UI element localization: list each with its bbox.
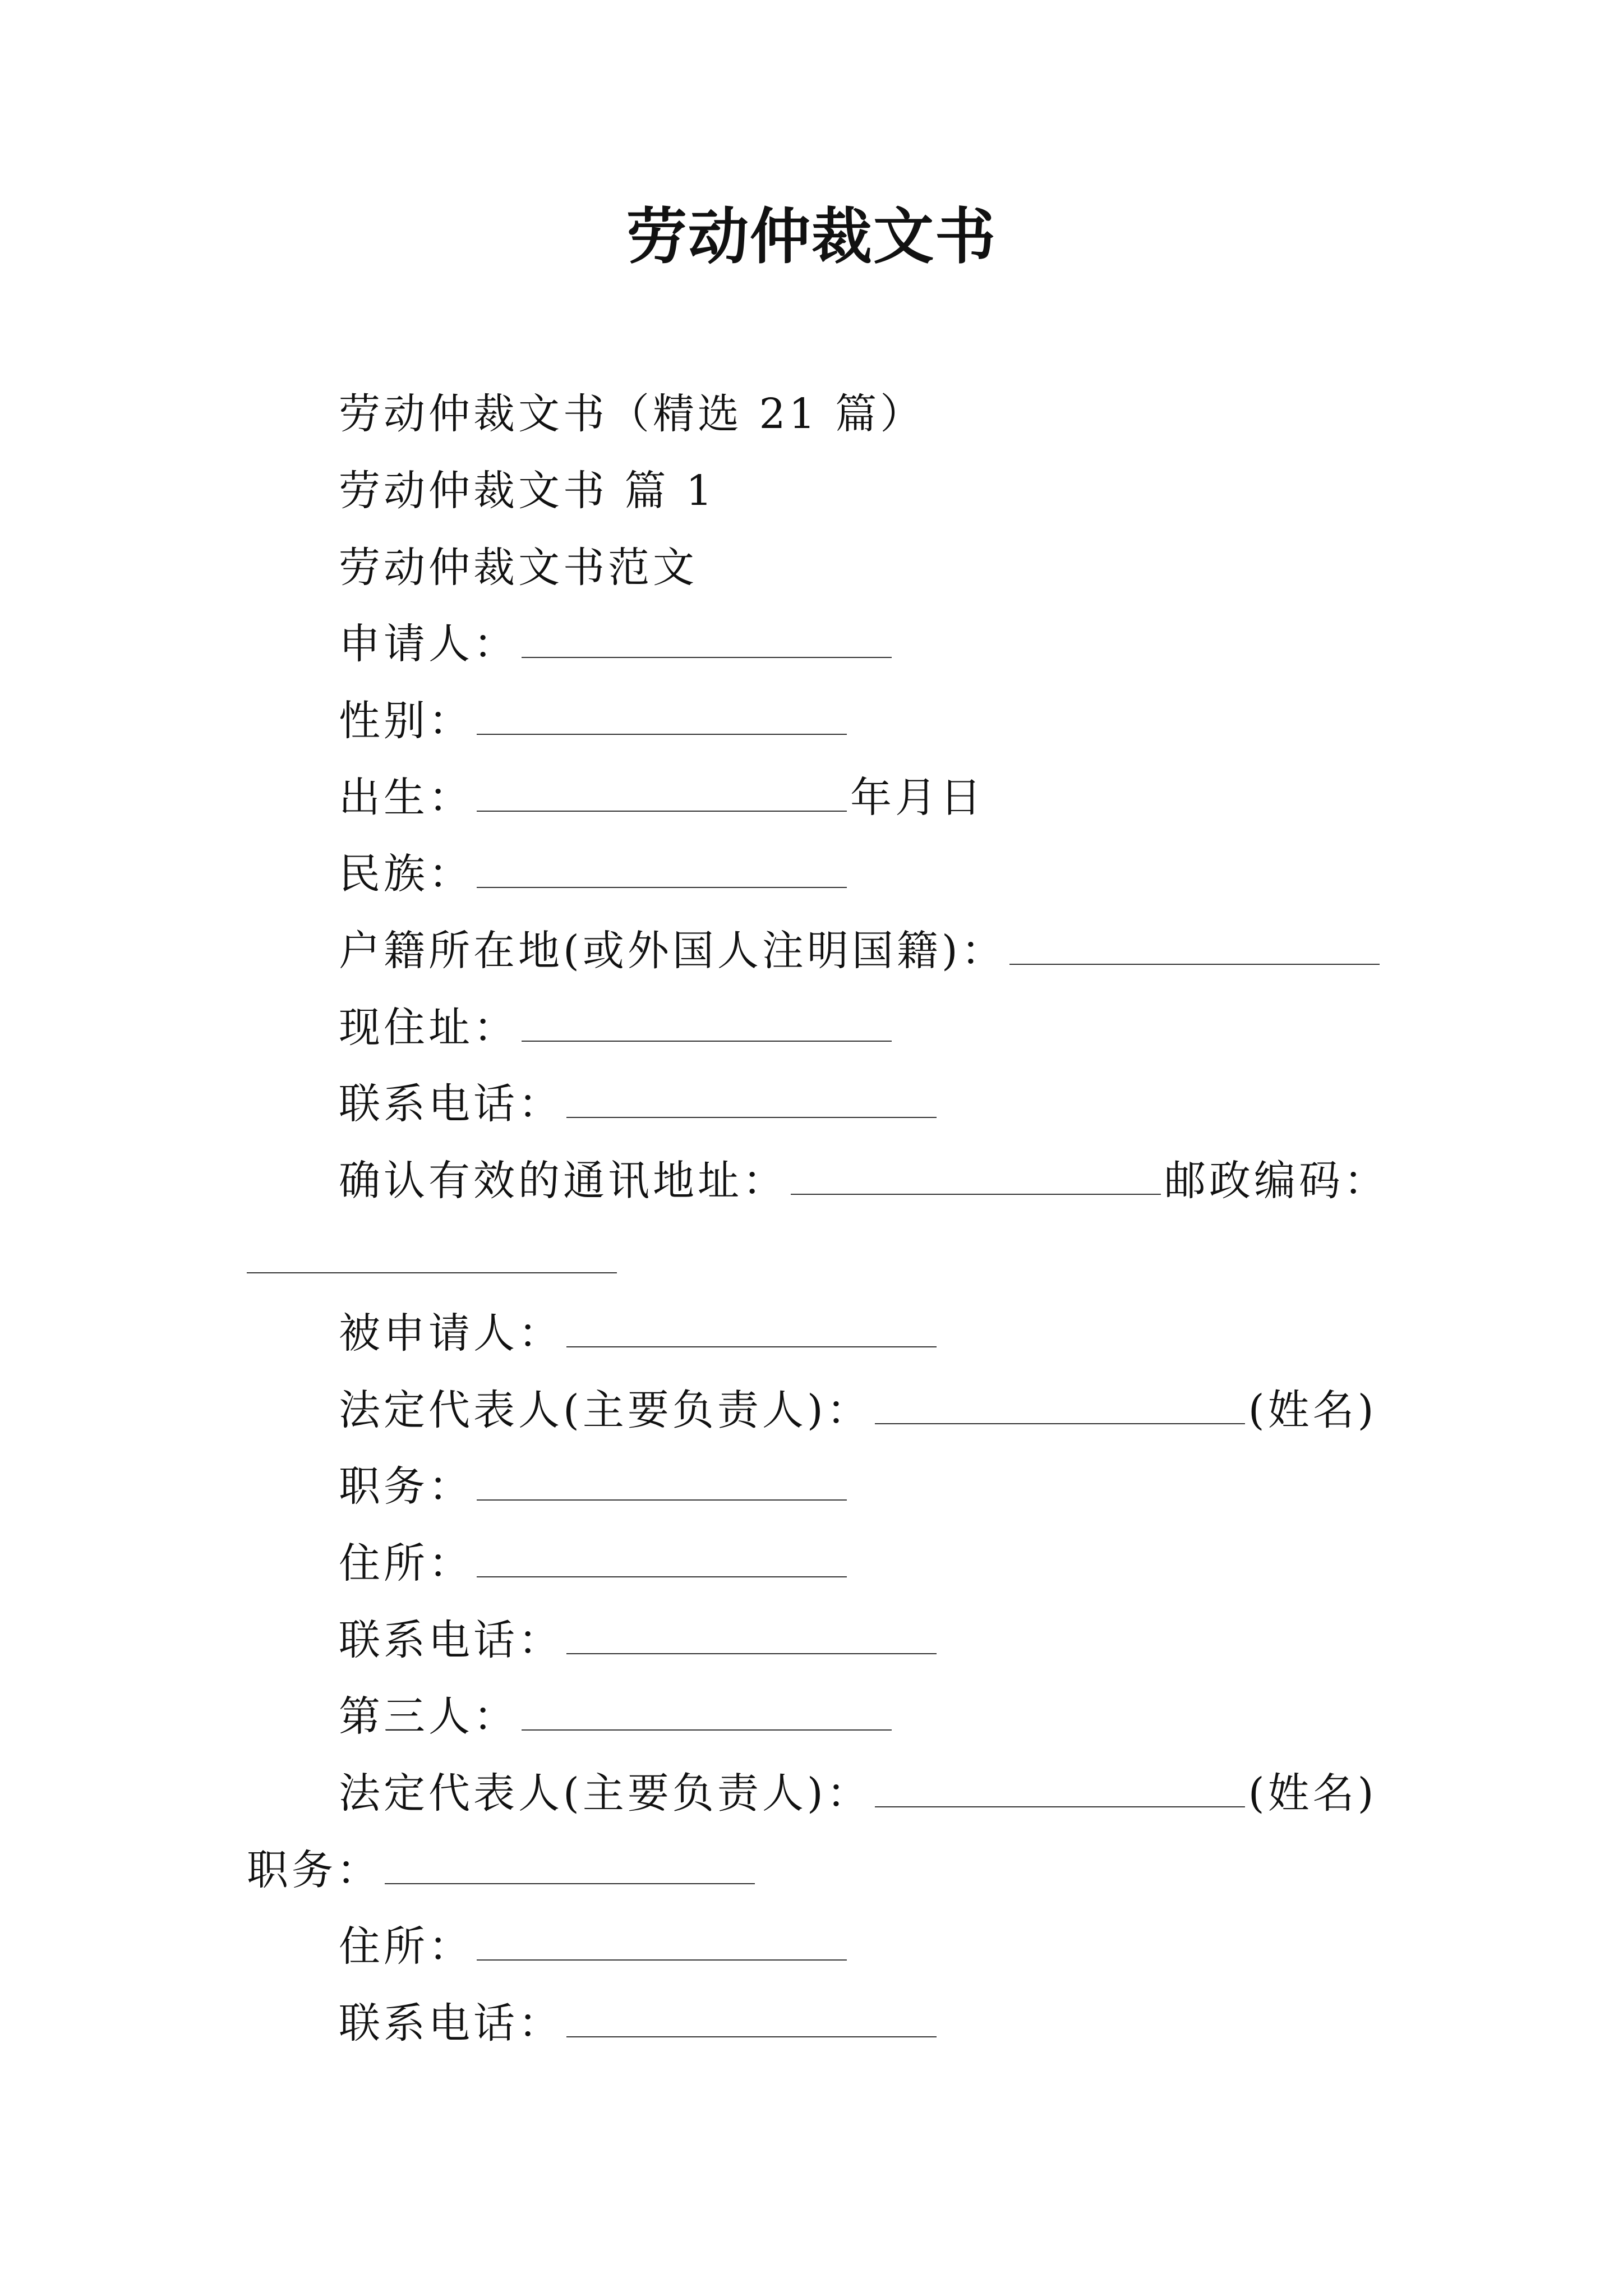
applicant-phone-label: 联系电话： (339, 1080, 563, 1128)
applicant-birth-row (339, 770, 985, 826)
third-party-position-label: 职务： (247, 1846, 381, 1894)
third-party-name-blank[interactable] (522, 1699, 892, 1731)
sample-heading: 劳动仲裁文书范文 (339, 544, 698, 592)
applicant-ethnicity-label: 民族： (339, 850, 473, 898)
respondent-legal-rep-blank[interactable] (875, 1393, 1245, 1424)
respondent-residence-label: 住所： (339, 1539, 473, 1588)
respondent-legal-rep-suffix: (姓名) (1248, 1386, 1377, 1434)
applicant-ethnicity-row (339, 846, 850, 902)
applicant-address-blank[interactable] (522, 1010, 892, 1042)
respondent-residence-row (339, 1535, 850, 1591)
document-subtitle: 劳动仲裁文书（精选 21 篇） (339, 390, 925, 438)
third-party-residence-blank[interactable] (477, 1929, 847, 1961)
applicant-address-label: 现住址： (339, 1004, 518, 1052)
applicant-birth-suffix: 年月日 (850, 774, 985, 822)
third-party-name-label: 第三人： (339, 1692, 518, 1741)
applicant-household-blank[interactable] (1009, 933, 1380, 965)
applicant-household-row (339, 923, 1383, 979)
respondent-phone-label: 联系电话： (339, 1616, 563, 1664)
applicant-gender-blank[interactable] (477, 703, 847, 735)
respondent-position-label: 职务： (339, 1462, 473, 1511)
applicant-birth-blank[interactable] (477, 780, 847, 812)
respondent-legal-rep-row (339, 1382, 1377, 1438)
third-party-position-row (247, 1842, 758, 1898)
third-party-residence-row (339, 1918, 850, 1975)
respondent-position-row (339, 1458, 850, 1515)
applicant-phone-blank[interactable] (566, 1087, 937, 1118)
third-party-residence-label: 住所： (339, 1922, 473, 1971)
respondent-name-label: 被申请人： (339, 1309, 563, 1358)
applicant-address-row (339, 1000, 895, 1056)
applicant-name-row (339, 616, 895, 672)
respondent-position-blank[interactable] (477, 1469, 847, 1501)
respondent-phone-blank[interactable] (566, 1623, 937, 1654)
third-party-position-blank[interactable] (385, 1853, 755, 1884)
applicant-phone-row (339, 1076, 940, 1132)
applicant-mailing-blank[interactable] (791, 1163, 1161, 1195)
applicant-household-label: 户籍所在地(或外国人注明国籍)： (339, 927, 1006, 975)
third-party-legal-rep-label: 法定代表人(主要负责人)： (339, 1769, 872, 1818)
third-party-phone-blank[interactable] (566, 2006, 937, 2037)
applicant-ethnicity-blank[interactable] (477, 857, 847, 888)
respondent-phone-row (339, 1612, 940, 1668)
section-heading: 劳动仲裁文书 篇 1 (339, 467, 716, 515)
third-party-legal-rep-row (339, 1765, 1377, 1821)
third-party-phone-row (339, 1995, 940, 2051)
third-party-legal-rep-suffix: (姓名) (1248, 1769, 1377, 1818)
applicant-mailing-label: 确认有效的通讯地址： (339, 1157, 787, 1205)
applicant-name-label: 申请人： (339, 620, 518, 668)
applicant-postcode-blank[interactable] (247, 1242, 617, 1273)
applicant-birth-label: 出生： (339, 774, 473, 822)
applicant-gender-row (339, 693, 850, 749)
applicant-mailing-row (339, 1153, 1389, 1209)
document-title: 劳动仲裁文书 (626, 201, 997, 272)
respondent-name-blank[interactable] (566, 1316, 937, 1347)
respondent-name-row (339, 1305, 940, 1361)
respondent-legal-rep-label: 法定代表人(主要负责人)： (339, 1386, 872, 1434)
applicant-name-blank[interactable] (522, 627, 892, 658)
third-party-phone-label: 联系电话： (339, 1999, 563, 2047)
applicant-gender-label: 性别： (339, 697, 473, 745)
applicant-postcode-label: 邮政编码： (1164, 1157, 1389, 1205)
third-party-name-row (339, 1688, 895, 1745)
respondent-residence-blank[interactable] (477, 1546, 847, 1577)
third-party-legal-rep-blank[interactable] (875, 1776, 1245, 1807)
